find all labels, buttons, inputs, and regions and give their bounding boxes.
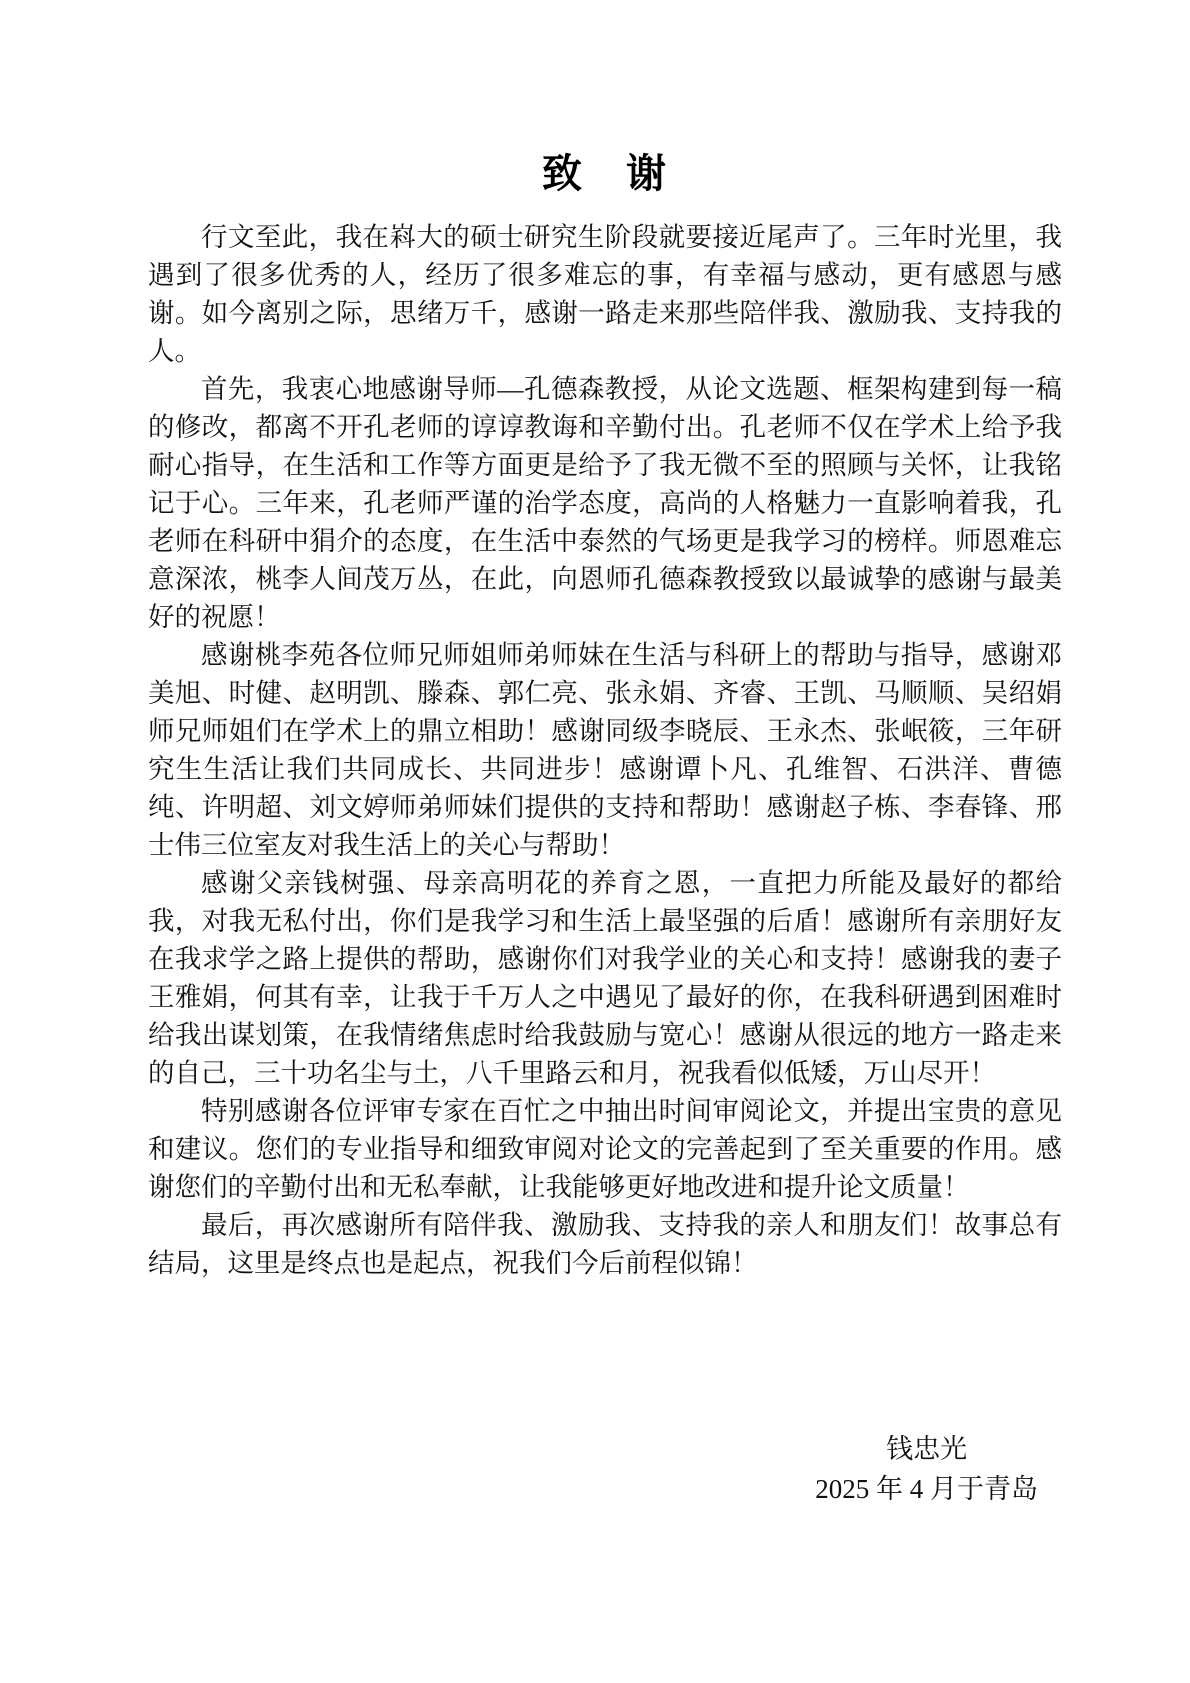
page-content: [148, 0, 1062, 1509]
acknowledgement-body: [148, 218, 1062, 1282]
signature-date: 2025 年 4 月于青岛: [815, 1474, 1038, 1504]
signature-block: [815, 1429, 1038, 1509]
acknowledgement-paragraph: 行文至此，我在嵙大的硕士研究生阶段就要接近尾声了。三年时光里，我遇到了很多优秀的人，经历了很多难忘的事，有幸福与感动，更有感恩与感谢。如今离别之际，思绪万千，感谢一路走来那些陪伴我、激励我、支持我的人。: [148, 222, 1062, 366]
acknowledgement-paragraph: 感谢桃李苑各位师兄师姐师弟师妹在生活与科研上的帮助与指导，感谢邓美旭、时健、赵明凯、滕森、郭仁亮、张永娟、齐睿、王凯、马顺顺、吴绍娟师兄师姐们在学术上的鼎立相助！感谢同级李晓辰、王永杰、张岷筱，三年研究生生活让我们共同成长、共同进步！感谢谭卜凡、孔维智、石洪洋、曹德纯、许明超、刘文婷师弟师妹们提供的支持和帮助！感谢赵子栋、李春锋、邢士伟三位室友对我生活上的关心与帮助！: [148, 640, 1062, 860]
acknowledgement-paragraph: 最后，再次感谢所有陪伴我、激励我、支持我的亲人和朋友们！故事总有结局，这里是终点也是起点，祝我们今后前程似锦！: [148, 1210, 1062, 1278]
acknowledgement-paragraph: 特别感谢各位评审专家在百忙之中抽出时间审阅论文，并提出宝贵的意见和建议。您们的专业指导和细致审阅对论文的完善起到了至关重要的作用。感谢您们的辛勤付出和无私奉献，让我能够更好地改进和提升论文质量！: [148, 1096, 1062, 1202]
acknowledgement-paragraph: 首先，我衷心地感谢导师—孔德森教授，从论文选题、框架构建到每一稿的修改，都离不开孔老师的谆谆教诲和辛勤付出。孔老师不仅在学术上给予我耐心指导，在生活和工作等方面更是给予了我无微不至的照顾与关怀，让我铭记于心。三年来，孔老师严谨的治学态度，高尚的人格魅力一直影响着我，孔老师在科研中狷介的态度，在生活中泰然的气场更是我学习的榜样。师恩难忘意深浓，桃李人间茂万丛，在此，向恩师孔德森教授致以最诚挚的感谢与最美好的祝愿！: [148, 374, 1062, 632]
acknowledgement-paragraph: 感谢父亲钱树强、母亲高明花的养育之恩，一直把力所能及最好的都给我，对我无私付出，你们是我学习和生活上最坚强的后盾！感谢所有亲朋好友在我求学之路上提供的帮助，感谢你们对我学业的关心和支持！感谢我的妻子王雅娟，何其有幸，让我于千万人之中遇见了最好的你，在我科研遇到困难时给我出谋划策，在我情绪焦虑时给我鼓励与宽心！感谢从很远的地方一路走来的自己，三十功名尘与土，八千里路云和月，祝我看似低矮，万山尽开！: [148, 868, 1062, 1088]
page-title: 致 谢: [542, 152, 668, 196]
signature-name: 钱忠光: [886, 1434, 968, 1464]
